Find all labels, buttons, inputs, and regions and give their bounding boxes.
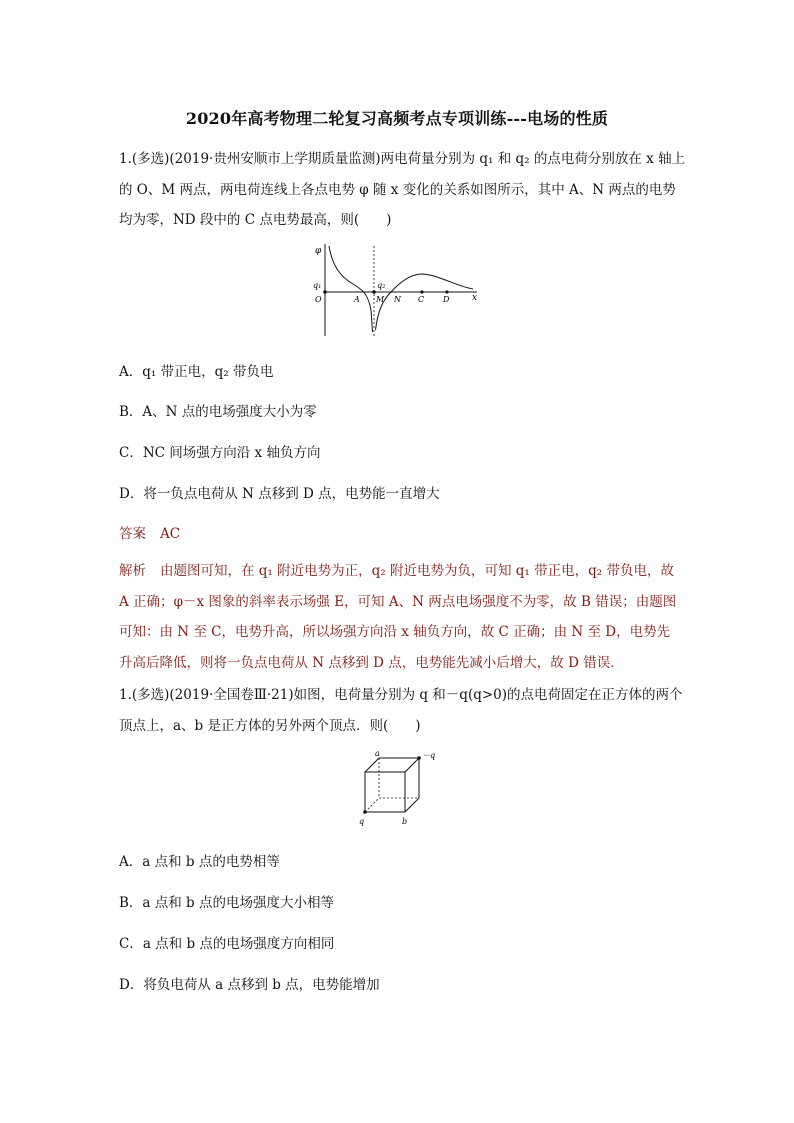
q2-option-b: B．a 点和 b 点的电场强度大小相等 — [119, 895, 334, 911]
point-D — [445, 290, 448, 293]
analysis-line: A 正确；φ－x 图象的斜率表示场强 E，可知 A、N 两点电场强度不为零，故 B 错误；由题图 — [119, 593, 677, 610]
point-O — [323, 290, 327, 294]
q1-option-c: C．NC 间场强方向沿 x 轴负方向 — [119, 445, 321, 461]
stem-line: 顶点上，a、b 是正方体的另外两个顶点．则( ) — [119, 717, 421, 734]
analysis-label: 解析 — [119, 563, 146, 579]
page-title: 2020年高考物理二轮复习高频考点专项训练---电场的性质 — [185, 109, 609, 128]
positive-charge-dot — [363, 810, 367, 814]
q2-option-a: A．a 点和 b 点的电势相等 — [119, 854, 280, 870]
x-label: x — [472, 293, 478, 303]
q1-option-b: B．A、N 点的电场强度大小为零 — [119, 404, 317, 420]
q1-option-d: D．将一负点电荷从 N 点移到 D 点，电势能一直增大 — [119, 486, 440, 502]
negative-charge-dot — [417, 756, 421, 760]
C-label: C — [418, 295, 425, 304]
b-label: b — [402, 817, 408, 826]
question-1-stem — [119, 144, 686, 236]
O-label: O — [315, 295, 322, 304]
A-label: A — [354, 295, 360, 304]
q2-option-c: C．a 点和 b 点的电场强度方向相同 — [119, 936, 335, 952]
stem-line: 的 O、M 两点，两电荷连线上各点电势 φ 随 x 变化的关系如图所示，其中 A、N 两点的电势 — [119, 181, 676, 198]
answer-label: 答案 — [119, 526, 146, 542]
answer-row — [119, 522, 180, 542]
q-label: q — [359, 817, 365, 826]
q2-label: q₂ — [377, 281, 386, 290]
phi-label: φ — [315, 246, 322, 256]
stem-line: 1.(多选)(2019·全国卷Ⅲ·21)如图，电荷量分别为 q 和－q(q>0)的点电荷固定在正方体的两个 — [119, 687, 683, 703]
point-C — [420, 290, 423, 293]
point-M — [372, 290, 376, 294]
neg-q-label: －q — [422, 751, 436, 760]
q1-option-a: A．q₁ 带正电，q₂ 带负电 — [119, 364, 274, 380]
N-label: N — [394, 295, 401, 304]
question-2-stem — [119, 680, 683, 741]
answer-value: AC — [160, 526, 181, 542]
q1-label: q₁ — [313, 281, 322, 290]
a-label: a — [375, 750, 380, 758]
D-label: D — [443, 295, 450, 304]
stem-line: 均为零，ND 段中的 C 点电势最高，则( ) — [119, 212, 392, 228]
potential-graph — [305, 240, 490, 340]
q2-option-d: D．将负电荷从 a 点移到 b 点，电势能增加 — [119, 977, 380, 993]
analysis-line: 升高后降低，则将一负点电荷从 N 点移到 D 点，电势能先减小后增大，故 D 错误． — [119, 654, 624, 671]
cube-diagram — [355, 750, 440, 830]
analysis-line: 解析 由题图可知，在 q₁ 附近电势为正，q₂ 附近电势为负，可知 q₁ 带正电，q₂ 带负电，故 — [119, 563, 674, 579]
analysis-line: 可知：由 N 至 C，电势升高，所以场强方向沿 x 轴负方向，故 C 正确；由 N 至 D，电势先 — [119, 624, 671, 640]
M-label: M — [376, 295, 385, 304]
analysis-block — [119, 556, 675, 678]
stem-line: 1.(多选)(2019·贵州安顺市上学期质量监测)两电荷量分别为 q₁ 和 q₂ 的点电荷分别放在 x 轴上 — [119, 151, 686, 167]
